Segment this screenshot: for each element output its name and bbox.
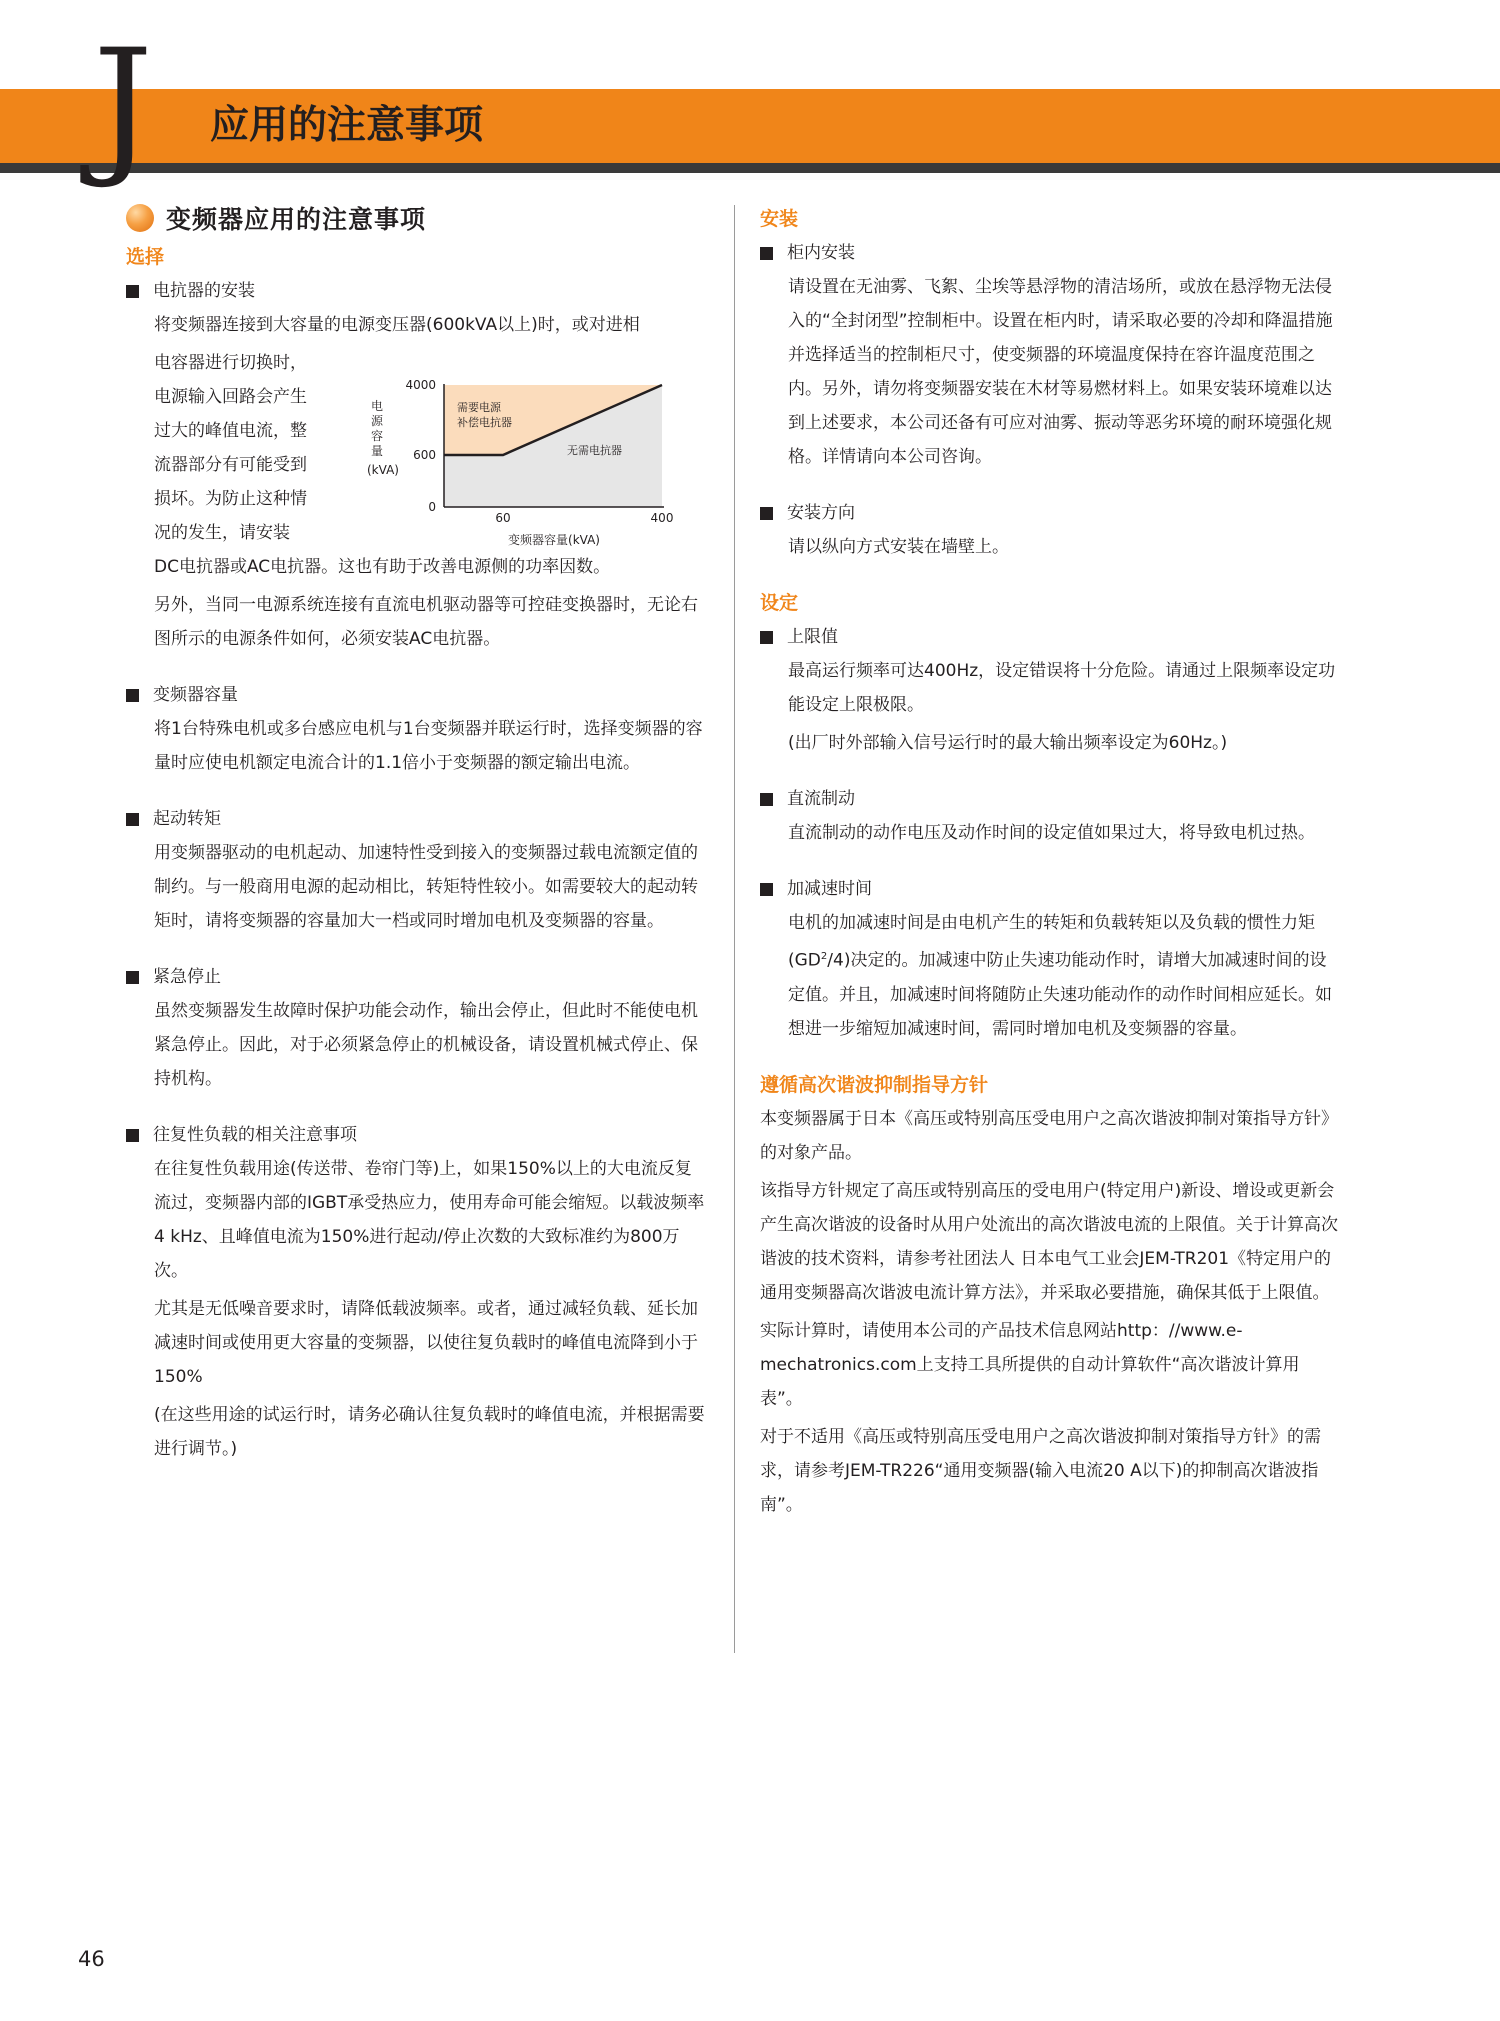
accel-text-b: /4)决定的。加减速中防止失速功能动作时，请增大加减速时间的设定值。并且，加减速时间将随防止失速功能动作的动作时间相应延长。如想进一步缩短加减速时间，需同时增加电机及变频器的容量。 xyxy=(788,950,1332,1039)
harmonic-p3: 实际计算时，请使用本公司的产品技术信息网站http：//www.e-mechatronics.com上支持工具所提供的自动计算软件“高次谐波计算用表”。 xyxy=(760,1320,1300,1409)
capacity-block xyxy=(126,678,706,780)
dcbrake-head-text: 直流制动 xyxy=(787,789,855,809)
reciprocating-p3: (在这些用途的试运行时，请务必确认往复负载时的峰值电流，并根据需要进行调节。) xyxy=(154,1405,705,1459)
capacity-body xyxy=(154,712,706,780)
cabinet-head xyxy=(760,236,1340,270)
accel-sup: 2 xyxy=(820,951,828,962)
upper-note: (出厂时外部输入信号运行时的最大输出频率设定为60Hz。) xyxy=(788,733,1228,753)
square-bullet-icon xyxy=(126,813,139,826)
reciprocating-p1: 在往复性负载用途(传送带、卷帘门等)上，如果150%以上的大电流反复流过，变频器内部的IGBT承受热应力，使用寿命可能会缩短。以载波频率4 kHz、且峰值电流为150%进行起动/停止次数的大致标准约为800万次。 xyxy=(154,1159,705,1281)
chart-ylabel-1: 源 xyxy=(370,414,384,428)
dcbrake-body xyxy=(788,816,1340,850)
page-title: 应用的注意事项 xyxy=(210,103,484,148)
torque-head-text: 起动转矩 xyxy=(153,809,221,829)
capacity-text: 将1台特殊电机或多台感应电机与1台变频器并联运行时，选择变频器的容量时应使电机额定电流合计的1.1倍小于变频器的额定输出电流。 xyxy=(154,719,703,773)
capacity-head-text: 变频器容量 xyxy=(153,685,238,705)
section-title xyxy=(126,200,706,236)
header-rule xyxy=(0,163,1500,173)
square-bullet-icon xyxy=(760,507,773,520)
direction-block xyxy=(760,496,1340,564)
reciprocating-head xyxy=(126,1118,706,1152)
square-bullet-icon xyxy=(126,1129,139,1142)
category-setting: 设定 xyxy=(760,592,799,614)
direction-head xyxy=(760,496,1340,530)
square-bullet-icon xyxy=(760,793,773,806)
capacity-head xyxy=(126,678,706,712)
cabinet-block xyxy=(760,236,1340,474)
reciprocating-block xyxy=(126,1118,706,1466)
reactor-head-text: 电抗器的安装 xyxy=(153,281,255,301)
dcbrake-head xyxy=(760,782,1340,816)
estop-text: 虽然变频器发生故障时保护功能会动作，输出会停止，但此时不能使电机紧急停止。因此，对于必须紧急停止的机械设备，请设置机械式停止、保持机构。 xyxy=(154,1001,698,1089)
reactor-head xyxy=(126,274,706,308)
reciprocating-head-text: 往复性负载的相关注意事项 xyxy=(153,1125,357,1145)
dcbrake-text: 直流制动的动作电压及动作时间的设定值如果过大，将导致电机过热。 xyxy=(788,823,1315,843)
cabinet-text: 请设置在无油雾、飞絮、尘埃等悬浮物的清洁场所，或放在悬浮物无法侵入的“全封闭型”控制柜中。设置在柜内时，请采取必要的冷却和降温措施并选择适当的控制柜尺寸，使变频器的环境温度保持在容许温度范围之内。另外，请勿将变频器安装在木材等易燃材料上。如果安装环境难以达到上述要求，本公司还备有可应对油雾、振动等恶劣环境的耐环境强化规格。详情请向本公司咨询。 xyxy=(788,277,1333,467)
chart-ylabel-0: 电 xyxy=(370,399,384,413)
reciprocating-body xyxy=(154,1152,706,1466)
direction-text: 请以纵向方式安装在墙壁上。 xyxy=(788,537,1009,557)
reactor-block xyxy=(126,274,706,656)
left-column xyxy=(126,200,706,1488)
chart-ytick: 4000 xyxy=(405,378,436,392)
accel-head xyxy=(760,872,1340,906)
category-install: 安装 xyxy=(760,208,799,230)
upper-text: 最高运行频率可达400Hz，设定错误将十分危险。请通过上限频率设定功能设定上限极限。 xyxy=(788,661,1336,715)
bullet-dot-icon xyxy=(126,204,154,232)
chart-yunit: (kVA) xyxy=(367,463,399,477)
square-bullet-icon xyxy=(760,247,773,260)
region-needed-label-1: 需要电源 xyxy=(457,401,501,414)
section-title-text: 变频器应用的注意事项 xyxy=(166,205,427,234)
reactor-wrap-line: 过大的峰值电流，整 xyxy=(154,421,307,441)
accel-block xyxy=(760,872,1340,1046)
upper-head xyxy=(760,620,1340,654)
reactor-after: DC电抗器或AC电抗器。这也有助于改善电源侧的功率因数。 xyxy=(154,557,611,577)
accel-text xyxy=(788,906,1340,1046)
harmonic-p2: 该指导方针规定了高压或特别高压的受电用户(特定用户)新设、增设或更新会产生高次谐波的设备时从用户处流出的高次谐波电流的上限值。关于计算高次谐波的技术资料，请参考社团法人 日本电气工业会JEM-TR201《特定用户的通用变频器高次谐波电流计算方法》，并采取必要措施，确保其低于上限值。 xyxy=(760,1180,1338,1303)
chapter-letter: J xyxy=(92,18,154,192)
chart-ytick: 0 xyxy=(428,500,436,514)
chart-ytick: 600 xyxy=(413,448,436,462)
square-bullet-icon xyxy=(126,971,139,984)
harmonic-body xyxy=(760,1102,1340,1522)
accel-text-a: 电机的加减速时间是由电机产生的转矩和负载转矩以及负载的惯性力矩(GD xyxy=(788,913,1315,971)
accel-body xyxy=(788,906,1340,1046)
upper-body xyxy=(788,654,1340,760)
harmonic-p4: 对于不适用《高压或特别高压受电用户之高次谐波抑制对策指导方针》的需求，请参考JEM-TR226“通用变频器(输入电流20 A以下)的抑制高次谐波指南”。 xyxy=(760,1426,1321,1515)
region-not-needed-label: 无需电抗器 xyxy=(567,444,622,457)
reactor-wrap-line: 流器部分有可能受到 xyxy=(154,455,307,475)
direction-body xyxy=(788,530,1340,564)
estop-body xyxy=(154,994,706,1096)
estop-block xyxy=(126,960,706,1096)
torque-head xyxy=(126,802,706,836)
accel-head-text: 加减速时间 xyxy=(787,879,872,899)
chart-ylabel-2: 容 xyxy=(370,429,384,443)
chart-xlabel: 变频器容量(kVA) xyxy=(508,533,600,547)
torque-block xyxy=(126,802,706,938)
direction-head-text: 安装方向 xyxy=(787,503,855,523)
dcbrake-block xyxy=(760,782,1340,850)
chart-ylabel-3: 量 xyxy=(370,444,384,458)
region-needed-label-2: 补偿电抗器 xyxy=(457,416,512,429)
page-number: 46 xyxy=(78,1947,105,1971)
square-bullet-icon xyxy=(126,689,139,702)
harmonic-head: 遵循高次谐波抑制指导方针 xyxy=(760,1073,989,1096)
estop-head-text: 紧急停止 xyxy=(153,967,221,987)
cabinet-head-text: 柜内安装 xyxy=(787,243,855,263)
reactor-chart xyxy=(364,376,714,556)
chart-xtick: 400 xyxy=(650,511,674,525)
square-bullet-icon xyxy=(126,285,139,298)
upper-head-text: 上限值 xyxy=(787,627,838,647)
right-column xyxy=(760,200,1340,1526)
reactor-wrap-line: 况的发生，请安装 xyxy=(154,523,290,543)
chart-xtick: 60 xyxy=(495,511,511,525)
upper-block xyxy=(760,620,1340,760)
reactor-wrap-line: 电源输入回路会产生 xyxy=(154,387,307,407)
reactor-para2: 另外，当同一电源系统连接有直流电机驱动器等可控硅变换器时，无论右图所示的电源条件如何，必须安装AC电抗器。 xyxy=(154,595,698,649)
reciprocating-p2: 尤其是无低噪音要求时，请降低载波频率。或者，通过减轻负载、延长加减速时间或使用更大容量的变频器，以使往复负载时的峰值电流降到小于150% xyxy=(154,1299,698,1387)
cabinet-body xyxy=(788,270,1340,474)
reactor-line1: 将变频器连接到大容量的电源变压器(600kVA以上)时，或对进相 xyxy=(154,315,640,335)
reactor-wrap-line: 电容器进行切换时， xyxy=(154,353,307,373)
column-divider xyxy=(734,205,735,1653)
reactor-body xyxy=(154,308,706,656)
torque-text: 用变频器驱动的电机起动、加速特性受到接入的变频器过载电流额定值的制约。与一般商用电源的起动相比，转矩特性较小。如需要较大的起动转矩时，请将变频器的容量加大一档或同时增加电机及变频器的容量。 xyxy=(154,843,698,931)
estop-head xyxy=(126,960,706,994)
harmonic-p1: 本变频器属于日本《高压或特别高压受电用户之高次谐波抑制对策指导方针》的对象产品。 xyxy=(760,1108,1338,1163)
reactor-wrap-lines xyxy=(154,346,344,550)
torque-body xyxy=(154,836,706,938)
square-bullet-icon xyxy=(760,883,773,896)
square-bullet-icon xyxy=(760,631,773,644)
category-selection: 选择 xyxy=(126,246,165,268)
reactor-wrap-line: 损坏。为防止这种情 xyxy=(154,489,307,509)
